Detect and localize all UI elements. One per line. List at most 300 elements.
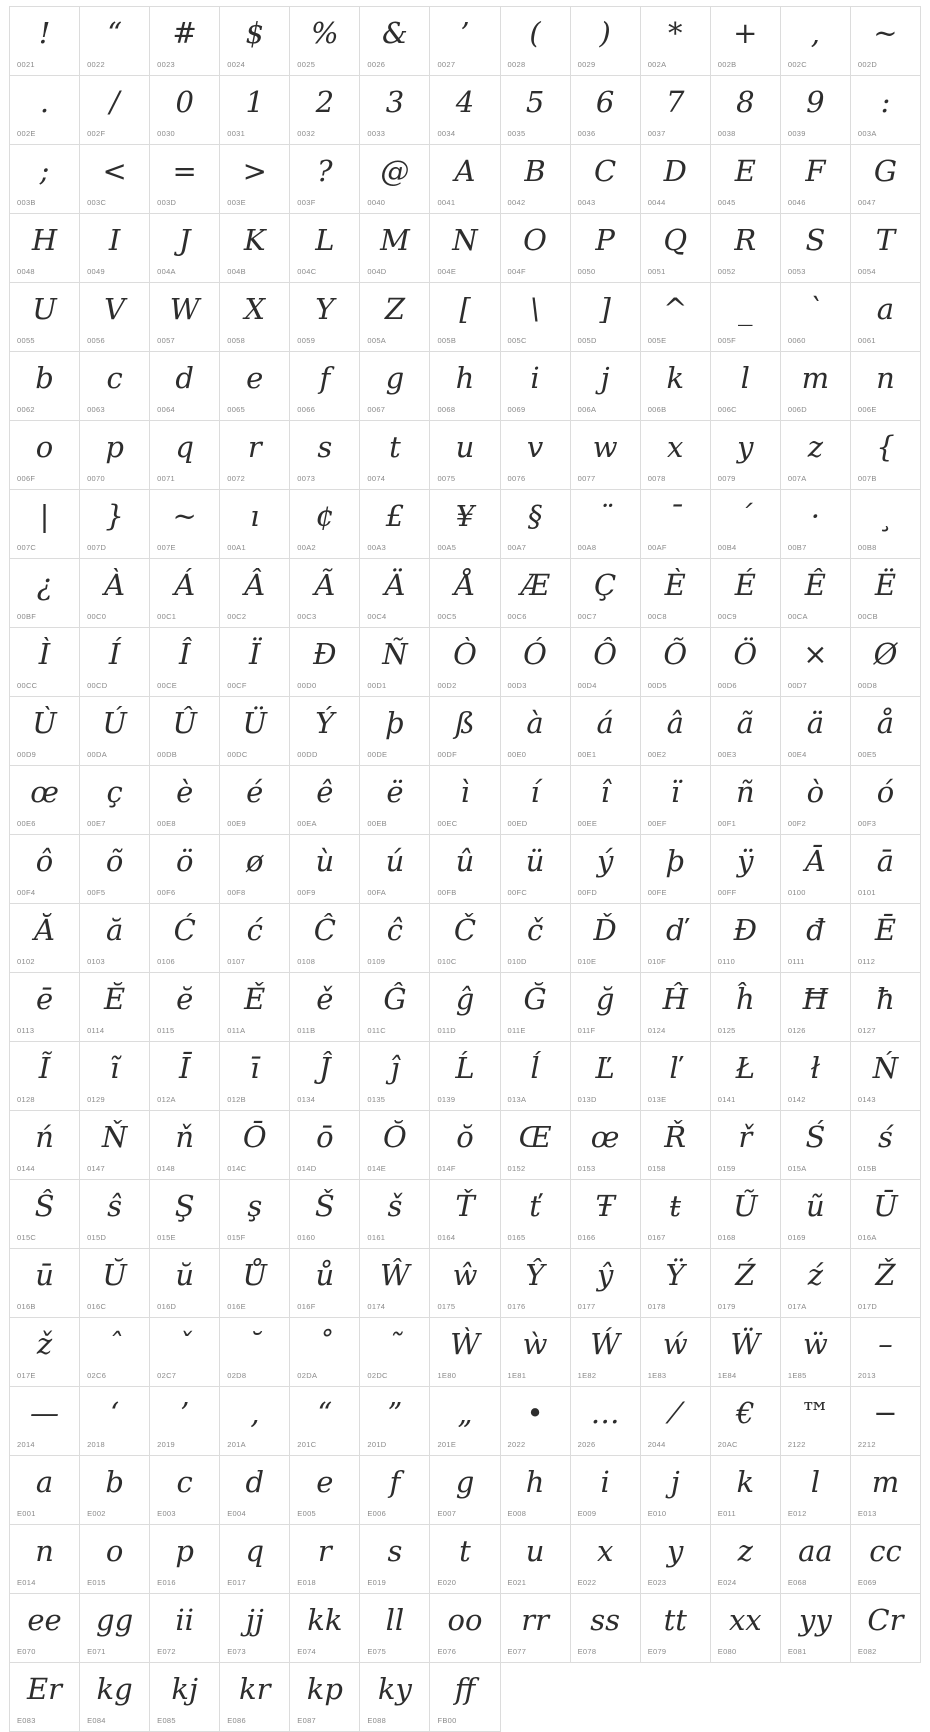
glyph-cell[interactable] [80,7,150,76]
glyph-cell[interactable] [360,1180,430,1249]
glyph-cell[interactable] [851,1387,921,1456]
glyph-cell[interactable] [150,904,220,973]
glyph-cell[interactable] [360,973,430,1042]
glyph-cell[interactable] [430,1180,500,1249]
glyph-cell[interactable] [781,973,851,1042]
glyph-cell[interactable] [781,1318,851,1387]
glyph-cell[interactable] [781,1525,851,1594]
glyph-cell[interactable] [501,145,571,214]
glyph-cell[interactable] [80,1180,150,1249]
glyph-cell[interactable] [290,1663,360,1732]
glyph-cell[interactable] [290,352,360,421]
glyph-cell[interactable] [290,283,360,352]
glyph-cell[interactable] [80,490,150,559]
glyph-cell[interactable] [430,628,500,697]
glyph-cell[interactable] [501,904,571,973]
glyph-cell[interactable] [220,628,290,697]
glyph-cell[interactable] [150,1180,220,1249]
glyph-cell[interactable] [290,490,360,559]
glyph-cell[interactable] [430,7,500,76]
glyph-cell[interactable] [501,1111,571,1180]
glyph-cell[interactable] [641,1594,711,1663]
glyph-cell[interactable] [10,1387,80,1456]
glyph-cell[interactable] [220,283,290,352]
glyph-cell[interactable] [430,490,500,559]
glyph-cell[interactable] [641,1111,711,1180]
glyph-cell[interactable] [781,490,851,559]
glyph-cell[interactable] [711,1042,781,1111]
glyph-cell[interactable] [290,1180,360,1249]
glyph-cell[interactable] [571,490,641,559]
glyph-cell[interactable] [220,1663,290,1732]
glyph-cell[interactable] [851,1318,921,1387]
glyph-cell[interactable] [10,283,80,352]
glyph-cell[interactable] [10,766,80,835]
glyph-cell[interactable] [851,973,921,1042]
glyph-cell[interactable] [851,214,921,283]
glyph-cell[interactable] [10,1042,80,1111]
glyph-cell[interactable] [360,1318,430,1387]
glyph-cell[interactable] [851,1249,921,1318]
glyph-cell[interactable] [290,1318,360,1387]
glyph-cell[interactable] [360,1111,430,1180]
glyph-cell[interactable] [781,421,851,490]
glyph-cell[interactable] [571,421,641,490]
glyph-cell[interactable] [641,835,711,904]
glyph-cell[interactable] [851,352,921,421]
glyph-cell[interactable] [501,76,571,145]
glyph-cell[interactable] [711,697,781,766]
glyph-cell[interactable] [430,559,500,628]
glyph-cell[interactable] [220,214,290,283]
glyph-cell[interactable] [501,766,571,835]
glyph-cell[interactable] [430,76,500,145]
glyph-cell[interactable] [360,490,430,559]
glyph-cell[interactable] [290,1525,360,1594]
glyph-cell[interactable] [150,835,220,904]
glyph-cell[interactable] [220,835,290,904]
glyph-cell[interactable] [220,1594,290,1663]
glyph-cell[interactable] [290,559,360,628]
glyph-cell[interactable] [360,1525,430,1594]
glyph-cell[interactable] [781,835,851,904]
glyph-cell[interactable] [571,559,641,628]
glyph-cell[interactable] [711,835,781,904]
glyph-cell[interactable] [571,1042,641,1111]
glyph-cell[interactable] [80,835,150,904]
glyph-cell[interactable] [571,835,641,904]
glyph-cell[interactable] [851,1180,921,1249]
glyph-cell[interactable] [711,7,781,76]
glyph-cell[interactable] [220,1318,290,1387]
glyph-cell[interactable] [360,7,430,76]
glyph-cell[interactable] [571,904,641,973]
glyph-cell[interactable] [290,1387,360,1456]
glyph-cell[interactable] [851,1042,921,1111]
glyph-cell[interactable] [781,1042,851,1111]
glyph-cell[interactable] [10,1249,80,1318]
glyph-cell[interactable] [641,283,711,352]
glyph-cell[interactable] [360,283,430,352]
glyph-cell[interactable] [571,283,641,352]
glyph-cell[interactable] [501,490,571,559]
glyph-cell[interactable] [711,1249,781,1318]
glyph-cell[interactable] [430,973,500,1042]
glyph-cell[interactable] [501,1180,571,1249]
glyph-cell[interactable] [501,283,571,352]
glyph-cell[interactable] [150,1387,220,1456]
glyph-cell[interactable] [781,214,851,283]
glyph-cell[interactable] [290,1249,360,1318]
glyph-cell[interactable] [360,1387,430,1456]
glyph-cell[interactable] [150,1594,220,1663]
glyph-cell[interactable] [641,697,711,766]
glyph-cell[interactable] [641,628,711,697]
glyph-cell[interactable] [430,283,500,352]
glyph-cell[interactable] [220,352,290,421]
glyph-cell[interactable] [430,1249,500,1318]
glyph-cell[interactable] [290,697,360,766]
glyph-cell[interactable] [851,766,921,835]
glyph-cell[interactable] [80,1663,150,1732]
glyph-cell[interactable] [711,352,781,421]
glyph-cell[interactable] [360,1594,430,1663]
glyph-cell[interactable] [501,352,571,421]
glyph-cell[interactable] [430,1111,500,1180]
glyph-cell[interactable] [711,145,781,214]
glyph-cell[interactable] [711,1111,781,1180]
glyph-cell[interactable] [851,7,921,76]
glyph-cell[interactable] [220,1111,290,1180]
glyph-cell[interactable] [641,1180,711,1249]
glyph-cell[interactable] [501,628,571,697]
glyph-cell[interactable] [220,766,290,835]
glyph-cell[interactable] [781,904,851,973]
glyph-cell[interactable] [80,559,150,628]
glyph-cell[interactable] [781,1111,851,1180]
glyph-cell[interactable] [430,1318,500,1387]
glyph-cell[interactable] [851,835,921,904]
glyph-cell[interactable] [220,697,290,766]
glyph-cell[interactable] [781,1387,851,1456]
glyph-cell[interactable] [10,1663,80,1732]
glyph-cell[interactable] [711,421,781,490]
glyph-cell[interactable] [10,1525,80,1594]
glyph-cell[interactable] [571,1111,641,1180]
glyph-cell[interactable] [711,1318,781,1387]
glyph-cell[interactable] [80,628,150,697]
glyph-cell[interactable] [10,1111,80,1180]
glyph-cell[interactable] [150,766,220,835]
glyph-cell[interactable] [781,697,851,766]
glyph-cell[interactable] [641,145,711,214]
glyph-cell[interactable] [360,76,430,145]
glyph-cell[interactable] [150,1111,220,1180]
glyph-cell[interactable] [711,766,781,835]
glyph-cell[interactable] [571,1594,641,1663]
glyph-cell[interactable] [290,766,360,835]
glyph-cell[interactable] [220,490,290,559]
glyph-cell[interactable] [711,628,781,697]
glyph-cell[interactable] [290,973,360,1042]
glyph-cell[interactable] [851,559,921,628]
glyph-cell[interactable] [80,145,150,214]
glyph-cell[interactable] [571,1387,641,1456]
glyph-cell[interactable] [360,559,430,628]
glyph-cell[interactable] [641,1525,711,1594]
glyph-cell[interactable] [711,973,781,1042]
glyph-cell[interactable] [150,1663,220,1732]
glyph-cell[interactable] [290,7,360,76]
glyph-cell[interactable] [501,1249,571,1318]
glyph-cell[interactable] [851,145,921,214]
glyph-cell[interactable] [430,697,500,766]
glyph-cell[interactable] [220,421,290,490]
glyph-cell[interactable] [80,1525,150,1594]
glyph-cell[interactable] [571,76,641,145]
glyph-cell[interactable] [10,559,80,628]
glyph-cell[interactable] [501,1318,571,1387]
glyph-cell[interactable] [290,145,360,214]
glyph-cell[interactable] [641,904,711,973]
glyph-cell[interactable] [290,214,360,283]
glyph-cell[interactable] [430,352,500,421]
glyph-cell[interactable] [711,1594,781,1663]
glyph-cell[interactable] [711,490,781,559]
glyph-cell[interactable] [80,973,150,1042]
glyph-cell[interactable] [10,904,80,973]
glyph-cell[interactable] [711,904,781,973]
glyph-cell[interactable] [430,1042,500,1111]
glyph-cell[interactable] [10,145,80,214]
glyph-cell[interactable] [641,1318,711,1387]
glyph-cell[interactable] [80,1042,150,1111]
glyph-cell[interactable] [711,283,781,352]
glyph-cell[interactable] [851,904,921,973]
glyph-cell[interactable] [851,1525,921,1594]
glyph-cell[interactable] [571,1318,641,1387]
glyph-cell[interactable] [641,1249,711,1318]
glyph-cell[interactable] [80,904,150,973]
glyph-cell[interactable] [711,1387,781,1456]
glyph-cell[interactable] [360,766,430,835]
glyph-cell[interactable] [150,1249,220,1318]
glyph-cell[interactable] [430,145,500,214]
glyph-cell[interactable] [501,1594,571,1663]
glyph-cell[interactable] [430,1525,500,1594]
glyph-cell[interactable] [220,559,290,628]
glyph-cell[interactable] [360,904,430,973]
glyph-cell[interactable] [10,421,80,490]
glyph-cell[interactable] [501,835,571,904]
glyph-cell[interactable] [290,1594,360,1663]
glyph-cell[interactable] [10,628,80,697]
glyph-cell[interactable] [150,973,220,1042]
glyph-cell[interactable] [220,1180,290,1249]
glyph-cell[interactable] [641,559,711,628]
glyph-cell[interactable] [80,283,150,352]
glyph-cell[interactable] [360,1249,430,1318]
glyph-cell[interactable] [851,697,921,766]
glyph-cell[interactable] [781,76,851,145]
glyph-cell[interactable] [220,76,290,145]
glyph-cell[interactable] [851,76,921,145]
glyph-cell[interactable] [781,559,851,628]
glyph-cell[interactable] [851,283,921,352]
glyph-cell[interactable] [10,697,80,766]
glyph-cell[interactable] [150,697,220,766]
glyph-cell[interactable] [220,1387,290,1456]
glyph-cell[interactable] [571,973,641,1042]
glyph-cell[interactable] [781,766,851,835]
glyph-cell[interactable] [360,214,430,283]
glyph-cell[interactable] [571,352,641,421]
glyph-cell[interactable] [290,76,360,145]
glyph-cell[interactable] [781,1249,851,1318]
glyph-cell[interactable] [150,490,220,559]
glyph-cell[interactable] [641,1042,711,1111]
glyph-cell[interactable] [851,490,921,559]
glyph-cell[interactable] [220,1525,290,1594]
glyph-cell[interactable] [80,1318,150,1387]
glyph-cell[interactable] [150,145,220,214]
glyph-cell[interactable] [430,1594,500,1663]
glyph-cell[interactable] [80,1387,150,1456]
glyph-cell[interactable] [641,421,711,490]
glyph-cell[interactable] [150,628,220,697]
glyph-cell[interactable] [290,628,360,697]
glyph-cell[interactable] [501,7,571,76]
glyph-cell[interactable] [10,214,80,283]
glyph-cell[interactable] [10,973,80,1042]
glyph-cell[interactable] [781,7,851,76]
glyph-cell[interactable] [641,766,711,835]
glyph-cell[interactable] [80,766,150,835]
glyph-cell[interactable] [150,214,220,283]
glyph-cell[interactable] [711,1525,781,1594]
glyph-cell[interactable] [150,352,220,421]
glyph-cell[interactable] [430,835,500,904]
glyph-cell[interactable] [430,1387,500,1456]
glyph-cell[interactable] [711,559,781,628]
glyph-cell[interactable] [430,214,500,283]
glyph-cell[interactable] [150,1525,220,1594]
glyph-cell[interactable] [150,1318,220,1387]
glyph-cell[interactable] [10,7,80,76]
glyph-cell[interactable] [360,352,430,421]
glyph-cell[interactable] [10,1180,80,1249]
glyph-cell[interactable] [430,421,500,490]
glyph-cell[interactable] [80,1111,150,1180]
glyph-cell[interactable] [360,697,430,766]
glyph-cell[interactable] [220,1042,290,1111]
glyph-cell[interactable] [10,1594,80,1663]
glyph-cell[interactable] [571,1249,641,1318]
glyph-cell[interactable] [150,421,220,490]
glyph-cell[interactable] [571,1525,641,1594]
glyph-cell[interactable] [80,1594,150,1663]
glyph-cell[interactable] [150,7,220,76]
glyph-cell[interactable] [10,352,80,421]
glyph-cell[interactable] [781,1594,851,1663]
glyph-cell[interactable] [430,1663,500,1732]
glyph-cell[interactable] [80,214,150,283]
glyph-cell[interactable] [501,214,571,283]
glyph-cell[interactable] [10,490,80,559]
glyph-cell[interactable] [851,421,921,490]
glyph-cell[interactable] [10,835,80,904]
glyph-cell[interactable] [571,628,641,697]
glyph-cell[interactable] [80,421,150,490]
glyph-cell[interactable] [80,697,150,766]
glyph-cell[interactable] [781,283,851,352]
glyph-cell[interactable] [571,1180,641,1249]
glyph-cell[interactable] [501,1042,571,1111]
glyph-cell[interactable] [430,904,500,973]
glyph-cell[interactable] [711,1180,781,1249]
glyph-cell[interactable] [781,1180,851,1249]
glyph-cell[interactable] [781,145,851,214]
glyph-cell[interactable] [851,1594,921,1663]
glyph-cell[interactable] [360,1042,430,1111]
glyph-cell[interactable] [571,766,641,835]
glyph-cell[interactable] [781,628,851,697]
glyph-cell[interactable] [220,7,290,76]
glyph-cell[interactable] [10,1318,80,1387]
glyph-cell[interactable] [290,421,360,490]
glyph-cell[interactable] [150,1042,220,1111]
glyph-cell[interactable] [781,352,851,421]
glyph-cell[interactable] [571,145,641,214]
glyph-cell[interactable] [641,352,711,421]
glyph-cell[interactable] [360,1663,430,1732]
glyph-cell[interactable] [360,628,430,697]
glyph-cell[interactable] [80,76,150,145]
glyph-cell[interactable] [501,421,571,490]
glyph-cell[interactable] [641,490,711,559]
glyph-cell[interactable] [711,214,781,283]
glyph-cell[interactable] [501,1525,571,1594]
glyph-cell[interactable] [501,697,571,766]
glyph-cell[interactable] [220,973,290,1042]
glyph-cell[interactable] [711,76,781,145]
glyph-cell[interactable] [501,1387,571,1456]
glyph-cell[interactable] [80,1249,150,1318]
glyph-cell[interactable] [10,76,80,145]
glyph-cell[interactable] [290,904,360,973]
glyph-cell[interactable] [290,835,360,904]
glyph-cell[interactable] [220,1249,290,1318]
glyph-cell[interactable] [220,904,290,973]
glyph-cell[interactable] [501,973,571,1042]
glyph-cell[interactable] [641,1387,711,1456]
glyph-cell[interactable] [360,145,430,214]
glyph-cell[interactable] [360,835,430,904]
glyph-cell[interactable] [360,421,430,490]
glyph-cell[interactable] [150,76,220,145]
glyph-cell[interactable] [641,214,711,283]
glyph-cell[interactable] [571,214,641,283]
glyph-cell[interactable] [290,1111,360,1180]
glyph-cell[interactable] [150,559,220,628]
glyph-cell[interactable] [430,766,500,835]
glyph-cell[interactable] [571,697,641,766]
glyph-cell[interactable] [220,145,290,214]
glyph-cell[interactable] [641,76,711,145]
glyph-cell[interactable] [851,628,921,697]
glyph-cell[interactable] [290,1042,360,1111]
glyph-cell[interactable] [571,7,641,76]
